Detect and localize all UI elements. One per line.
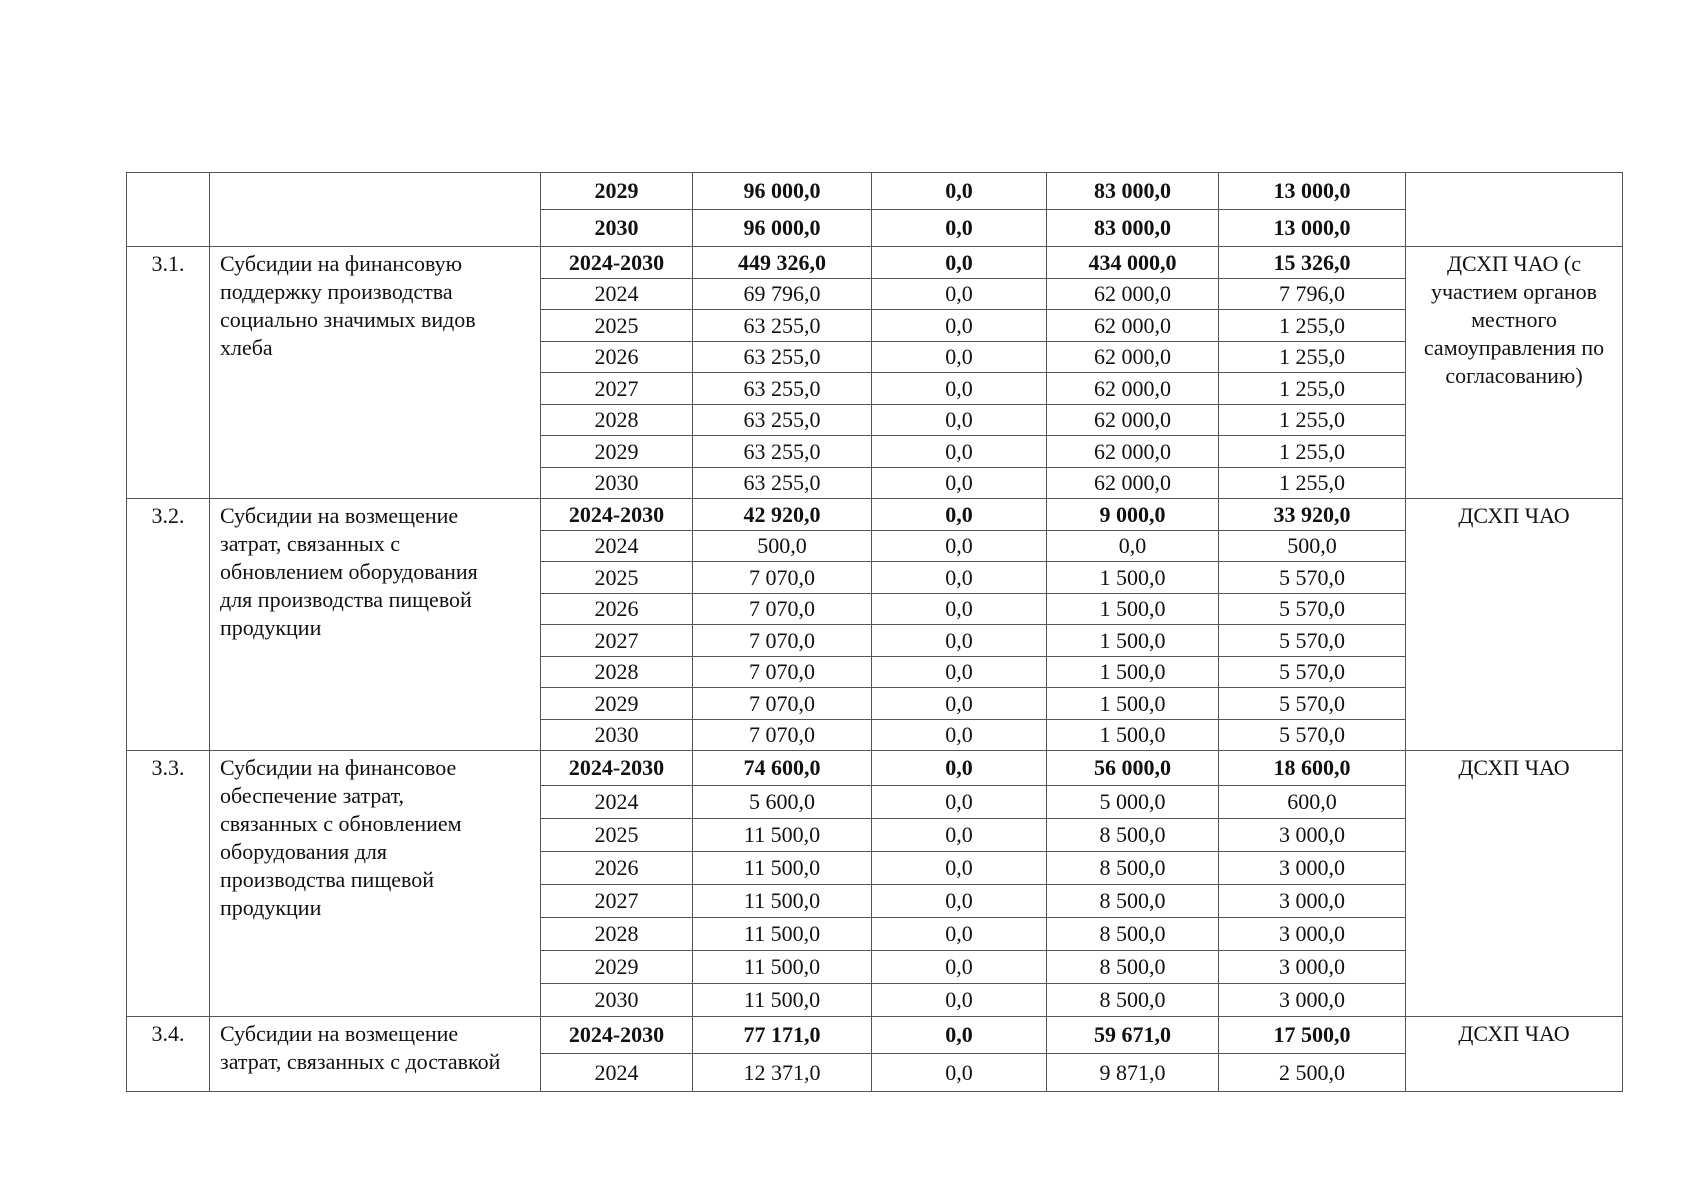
federal-budget-cell: 0,0 <box>872 531 1047 562</box>
federal-budget-cell: 0,0 <box>872 173 1047 210</box>
item-description-cell <box>210 247 541 499</box>
regional-budget-cell: 83 000,0 <box>1047 210 1219 247</box>
description-line: продукции <box>220 615 322 640</box>
local-budget-cell: 13 000,0 <box>1219 173 1406 210</box>
federal-budget-cell: 0,0 <box>872 436 1047 468</box>
description-line: для производства пищевой <box>220 587 472 612</box>
table-row <box>127 247 1623 279</box>
year-cell: 2025 <box>541 819 693 852</box>
year-cell: 2024-2030 <box>541 1017 693 1054</box>
description-line: социально значимых видов <box>220 307 476 332</box>
year-cell: 2026 <box>541 852 693 885</box>
local-budget-cell: 3 000,0 <box>1219 819 1406 852</box>
federal-budget-cell: 0,0 <box>872 373 1047 405</box>
year-cell: 2028 <box>541 405 693 436</box>
regional-budget-cell: 1 500,0 <box>1047 625 1219 657</box>
federal-budget-cell: 0,0 <box>872 342 1047 373</box>
year-cell: 2030 <box>541 720 693 751</box>
year-cell: 2024 <box>541 531 693 562</box>
total-amount-cell: 63 255,0 <box>693 436 872 468</box>
year-cell: 2025 <box>541 562 693 594</box>
executor-cell <box>1406 173 1623 247</box>
regional-budget-cell: 83 000,0 <box>1047 173 1219 210</box>
local-budget-cell: 2 500,0 <box>1219 1054 1406 1092</box>
table-row <box>127 499 1623 531</box>
year-cell: 2026 <box>541 342 693 373</box>
regional-budget-cell: 62 000,0 <box>1047 436 1219 468</box>
federal-budget-cell: 0,0 <box>872 310 1047 342</box>
year-cell: 2028 <box>541 657 693 688</box>
year-cell: 2027 <box>541 885 693 918</box>
federal-budget-cell: 0,0 <box>872 819 1047 852</box>
budget-table <box>126 172 1623 1092</box>
total-amount-cell: 11 500,0 <box>693 852 872 885</box>
local-budget-cell: 1 255,0 <box>1219 436 1406 468</box>
total-amount-cell: 11 500,0 <box>693 819 872 852</box>
description-line: Субсидии на финансовое <box>220 755 457 780</box>
description-line: обеспечение затрат, <box>220 783 405 808</box>
total-amount-cell: 11 500,0 <box>693 984 872 1017</box>
regional-budget-cell: 8 500,0 <box>1047 951 1219 984</box>
local-budget-cell: 18 600,0 <box>1219 751 1406 786</box>
total-amount-cell: 7 070,0 <box>693 625 872 657</box>
description-line: хлеба <box>220 335 273 360</box>
federal-budget-cell: 0,0 <box>872 786 1047 819</box>
total-amount-cell: 63 255,0 <box>693 373 872 405</box>
year-cell: 2024-2030 <box>541 751 693 786</box>
total-amount-cell: 7 070,0 <box>693 720 872 751</box>
local-budget-cell: 13 000,0 <box>1219 210 1406 247</box>
total-amount-cell: 11 500,0 <box>693 951 872 984</box>
regional-budget-cell: 0,0 <box>1047 531 1219 562</box>
federal-budget-cell: 0,0 <box>872 984 1047 1017</box>
table-row <box>127 1017 1623 1054</box>
total-amount-cell: 500,0 <box>693 531 872 562</box>
total-amount-cell: 96 000,0 <box>693 173 872 210</box>
description-line: связанных с обновлением <box>220 811 462 836</box>
budget-table-body <box>127 173 1623 1092</box>
table-row <box>127 173 1623 210</box>
description-line: оборудования для <box>220 839 388 864</box>
year-cell: 2029 <box>541 688 693 720</box>
local-budget-cell: 1 255,0 <box>1219 468 1406 499</box>
federal-budget-cell: 0,0 <box>872 720 1047 751</box>
item-description-cell <box>210 751 541 1017</box>
item-number-cell: 3.4. <box>127 1017 210 1092</box>
regional-budget-cell: 56 000,0 <box>1047 751 1219 786</box>
local-budget-cell: 5 570,0 <box>1219 562 1406 594</box>
item-number-cell: 3.1. <box>127 247 210 499</box>
executor-cell: ДСХП ЧАО (с участием органов местного самоуправления по согласованию) <box>1406 247 1623 499</box>
local-budget-cell: 5 570,0 <box>1219 625 1406 657</box>
description-line: Субсидии на возмещение <box>220 503 459 528</box>
regional-budget-cell: 8 500,0 <box>1047 819 1219 852</box>
item-number-cell: 3.2. <box>127 499 210 751</box>
table-row <box>127 751 1623 786</box>
regional-budget-cell: 62 000,0 <box>1047 405 1219 436</box>
description-line: продукции <box>220 895 322 920</box>
total-amount-cell: 42 920,0 <box>693 499 872 531</box>
local-budget-cell: 3 000,0 <box>1219 852 1406 885</box>
federal-budget-cell: 0,0 <box>872 499 1047 531</box>
local-budget-cell: 3 000,0 <box>1219 918 1406 951</box>
year-cell: 2024-2030 <box>541 499 693 531</box>
year-cell: 2030 <box>541 984 693 1017</box>
federal-budget-cell: 0,0 <box>872 885 1047 918</box>
regional-budget-cell: 1 500,0 <box>1047 594 1219 625</box>
year-cell: 2029 <box>541 436 693 468</box>
local-budget-cell: 1 255,0 <box>1219 310 1406 342</box>
year-cell: 2024 <box>541 1054 693 1092</box>
item-description-cell <box>210 1017 541 1092</box>
year-cell: 2024-2030 <box>541 247 693 279</box>
description-line: обновлением оборудования <box>220 559 478 584</box>
local-budget-cell: 5 570,0 <box>1219 720 1406 751</box>
regional-budget-cell: 1 500,0 <box>1047 657 1219 688</box>
regional-budget-cell: 62 000,0 <box>1047 468 1219 499</box>
local-budget-cell: 600,0 <box>1219 786 1406 819</box>
federal-budget-cell: 0,0 <box>872 951 1047 984</box>
federal-budget-cell: 0,0 <box>872 1054 1047 1092</box>
year-cell: 2024 <box>541 786 693 819</box>
total-amount-cell: 74 600,0 <box>693 751 872 786</box>
total-amount-cell: 7 070,0 <box>693 562 872 594</box>
total-amount-cell: 77 171,0 <box>693 1017 872 1054</box>
item-number-cell: 3.3. <box>127 751 210 1017</box>
regional-budget-cell: 8 500,0 <box>1047 885 1219 918</box>
description-line: затрат, связанных с доставкой <box>220 1049 501 1074</box>
regional-budget-cell: 62 000,0 <box>1047 342 1219 373</box>
year-cell: 2030 <box>541 210 693 247</box>
regional-budget-cell: 8 500,0 <box>1047 852 1219 885</box>
regional-budget-cell: 59 671,0 <box>1047 1017 1219 1054</box>
federal-budget-cell: 0,0 <box>872 468 1047 499</box>
federal-budget-cell: 0,0 <box>872 594 1047 625</box>
federal-budget-cell: 0,0 <box>872 657 1047 688</box>
total-amount-cell: 7 070,0 <box>693 594 872 625</box>
total-amount-cell: 7 070,0 <box>693 688 872 720</box>
local-budget-cell: 500,0 <box>1219 531 1406 562</box>
regional-budget-cell: 1 500,0 <box>1047 688 1219 720</box>
local-budget-cell: 3 000,0 <box>1219 951 1406 984</box>
regional-budget-cell: 5 000,0 <box>1047 786 1219 819</box>
executor-cell: ДСХП ЧАО <box>1406 499 1623 751</box>
year-cell: 2026 <box>541 594 693 625</box>
regional-budget-cell: 9 000,0 <box>1047 499 1219 531</box>
federal-budget-cell: 0,0 <box>872 751 1047 786</box>
description-line: производства пищевой <box>220 867 435 892</box>
regional-budget-cell: 9 871,0 <box>1047 1054 1219 1092</box>
year-cell: 2024 <box>541 279 693 310</box>
total-amount-cell: 5 600,0 <box>693 786 872 819</box>
total-amount-cell: 63 255,0 <box>693 405 872 436</box>
total-amount-cell: 7 070,0 <box>693 657 872 688</box>
federal-budget-cell: 0,0 <box>872 247 1047 279</box>
federal-budget-cell: 0,0 <box>872 852 1047 885</box>
year-cell: 2028 <box>541 918 693 951</box>
regional-budget-cell: 62 000,0 <box>1047 373 1219 405</box>
total-amount-cell: 12 371,0 <box>693 1054 872 1092</box>
year-cell: 2025 <box>541 310 693 342</box>
local-budget-cell: 3 000,0 <box>1219 885 1406 918</box>
executor-cell: ДСХП ЧАО <box>1406 1017 1623 1092</box>
item-number-cell <box>127 173 210 247</box>
local-budget-cell: 15 326,0 <box>1219 247 1406 279</box>
federal-budget-cell: 0,0 <box>872 918 1047 951</box>
description-line: поддержку производства <box>220 279 453 304</box>
local-budget-cell: 33 920,0 <box>1219 499 1406 531</box>
executor-cell: ДСХП ЧАО <box>1406 751 1623 1017</box>
regional-budget-cell: 434 000,0 <box>1047 247 1219 279</box>
local-budget-cell: 5 570,0 <box>1219 688 1406 720</box>
local-budget-cell: 1 255,0 <box>1219 373 1406 405</box>
year-cell: 2027 <box>541 373 693 405</box>
regional-budget-cell: 1 500,0 <box>1047 562 1219 594</box>
regional-budget-cell: 8 500,0 <box>1047 984 1219 1017</box>
local-budget-cell: 3 000,0 <box>1219 984 1406 1017</box>
regional-budget-cell: 1 500,0 <box>1047 720 1219 751</box>
year-cell: 2030 <box>541 468 693 499</box>
description-line: Субсидии на финансовую <box>220 251 463 276</box>
federal-budget-cell: 0,0 <box>872 210 1047 247</box>
year-cell: 2029 <box>541 173 693 210</box>
federal-budget-cell: 0,0 <box>872 279 1047 310</box>
federal-budget-cell: 0,0 <box>872 562 1047 594</box>
description-line: Субсидии на возмещение <box>220 1021 459 1046</box>
local-budget-cell: 1 255,0 <box>1219 342 1406 373</box>
regional-budget-cell: 62 000,0 <box>1047 279 1219 310</box>
total-amount-cell: 63 255,0 <box>693 310 872 342</box>
local-budget-cell: 1 255,0 <box>1219 405 1406 436</box>
total-amount-cell: 96 000,0 <box>693 210 872 247</box>
federal-budget-cell: 0,0 <box>872 1017 1047 1054</box>
total-amount-cell: 63 255,0 <box>693 342 872 373</box>
federal-budget-cell: 0,0 <box>872 625 1047 657</box>
year-cell: 2029 <box>541 951 693 984</box>
federal-budget-cell: 0,0 <box>872 688 1047 720</box>
local-budget-cell: 5 570,0 <box>1219 657 1406 688</box>
federal-budget-cell: 0,0 <box>872 405 1047 436</box>
year-cell: 2027 <box>541 625 693 657</box>
total-amount-cell: 449 326,0 <box>693 247 872 279</box>
item-description-cell <box>210 499 541 751</box>
description-line: затрат, связанных с <box>220 531 400 556</box>
total-amount-cell: 69 796,0 <box>693 279 872 310</box>
total-amount-cell: 11 500,0 <box>693 918 872 951</box>
total-amount-cell: 63 255,0 <box>693 468 872 499</box>
item-description-cell <box>210 173 541 247</box>
local-budget-cell: 7 796,0 <box>1219 279 1406 310</box>
regional-budget-cell: 62 000,0 <box>1047 310 1219 342</box>
regional-budget-cell: 8 500,0 <box>1047 918 1219 951</box>
local-budget-cell: 5 570,0 <box>1219 594 1406 625</box>
local-budget-cell: 17 500,0 <box>1219 1017 1406 1054</box>
total-amount-cell: 11 500,0 <box>693 885 872 918</box>
